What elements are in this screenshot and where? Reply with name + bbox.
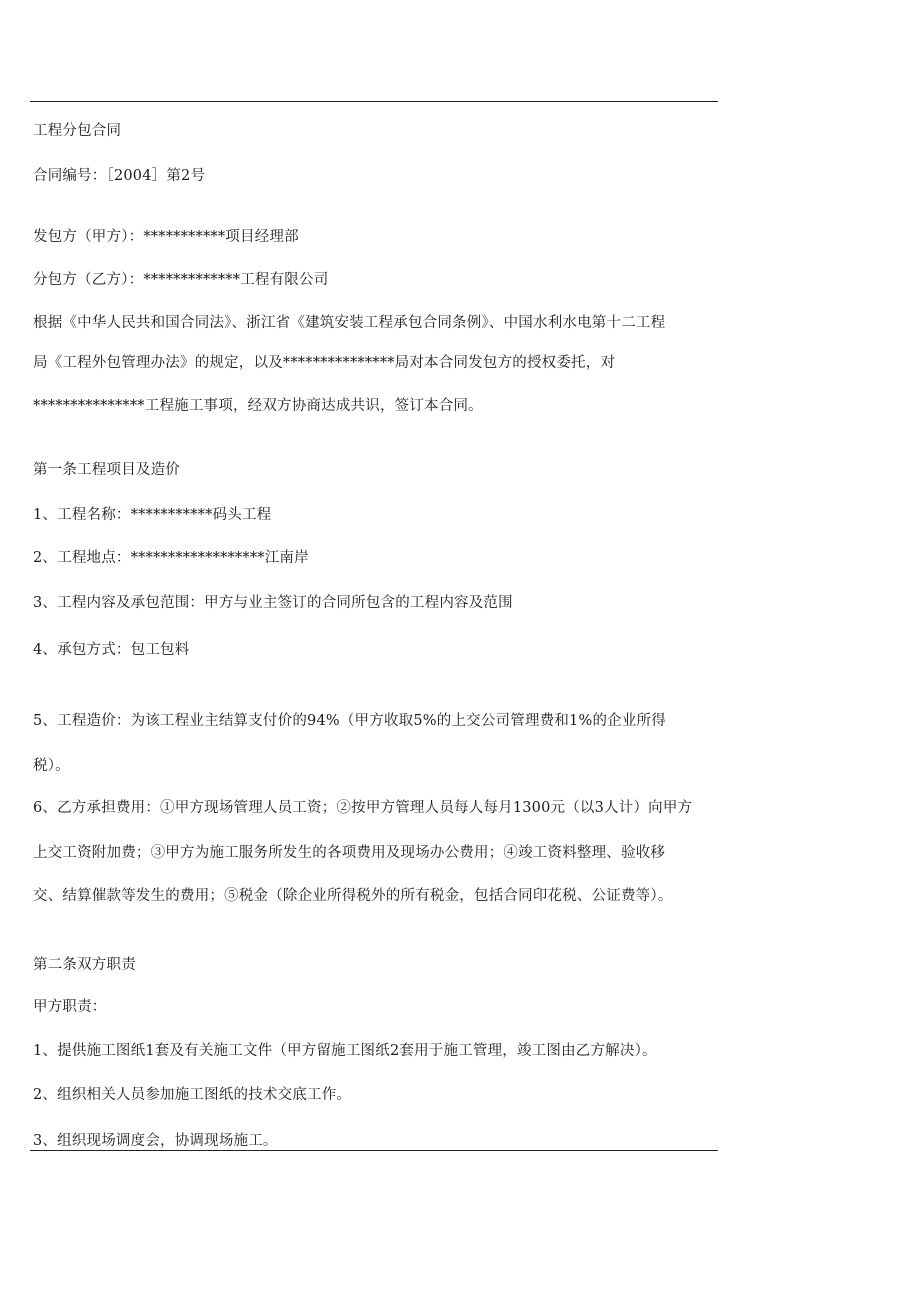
article1-item-5-line-2: 税）。 [33, 758, 70, 774]
preamble-line-2: 局《工程外包管理办法》的规定，以及***************局对本合同发包方的授权委托，对 [33, 355, 616, 371]
article1-item-3: 3、工程内容及承包范围：甲方与业主签订的合同所包含的工程内容及范围 [33, 595, 513, 611]
bottom-rule [30, 1150, 718, 1151]
article1-heading: 第一条工程项目及造价 [33, 462, 180, 478]
preamble-line-1: 根据《中华人民共和国合同法》、浙江省《建筑安装工程承包合同条例》、中国水利水电第十二工程 [33, 315, 666, 331]
contract-number: 合同编号：［2004］第2号 [33, 168, 206, 184]
party-a-duties-label: 甲方职责： [33, 999, 107, 1015]
contract-title: 工程分包合同 [33, 123, 122, 139]
party-b: 分包方（乙方）：*************工程有限公司 [33, 272, 329, 288]
top-rule [30, 101, 718, 102]
article1-item-5-line-1: 5、工程造价：为该工程业主结算支付价的94%（甲方收取5%的上交公司管理费和1%的企业所得 [33, 713, 666, 729]
article2-heading: 第二条双方职责 [33, 957, 136, 973]
duty-item-2: 2、组织相关人员参加施工图纸的技术交底工作。 [33, 1087, 352, 1103]
party-a: 发包方（甲方）：***********项目经理部 [33, 229, 299, 245]
article1-item-6-line-1: 6、乙方承担费用：①甲方现场管理人员工资；②按甲方管理人员每人每月1300元（以3人计）向甲方 [33, 800, 693, 816]
article1-item-4: 4、承包方式：包工包料 [33, 642, 190, 658]
article1-item-6-line-2: 上交工资附加费；③甲方为施工服务所发生的各项费用及现场办公费用；④竣工资料整理、验收移 [33, 845, 666, 861]
preamble-line-3: ***************工程施工事项，经双方协商达成共识，签订本合同。 [33, 398, 483, 414]
article1-item-2: 2、工程地点：******************江南岸 [33, 550, 309, 566]
article1-item-1: 1、工程名称：***********码头工程 [33, 507, 272, 523]
article1-item-6-line-3: 交、结算催款等发生的费用；⑤税金（除企业所得税外的所有税金，包括合同印花税、公证费等）。 [33, 888, 673, 904]
duty-item-3: 3、组织现场调度会，协调现场施工。 [33, 1133, 278, 1149]
duty-item-1: 1、提供施工图纸1套及有关施工文件（甲方留施工图纸2套用于施工管理，竣工图由乙方解决）。 [33, 1043, 657, 1059]
